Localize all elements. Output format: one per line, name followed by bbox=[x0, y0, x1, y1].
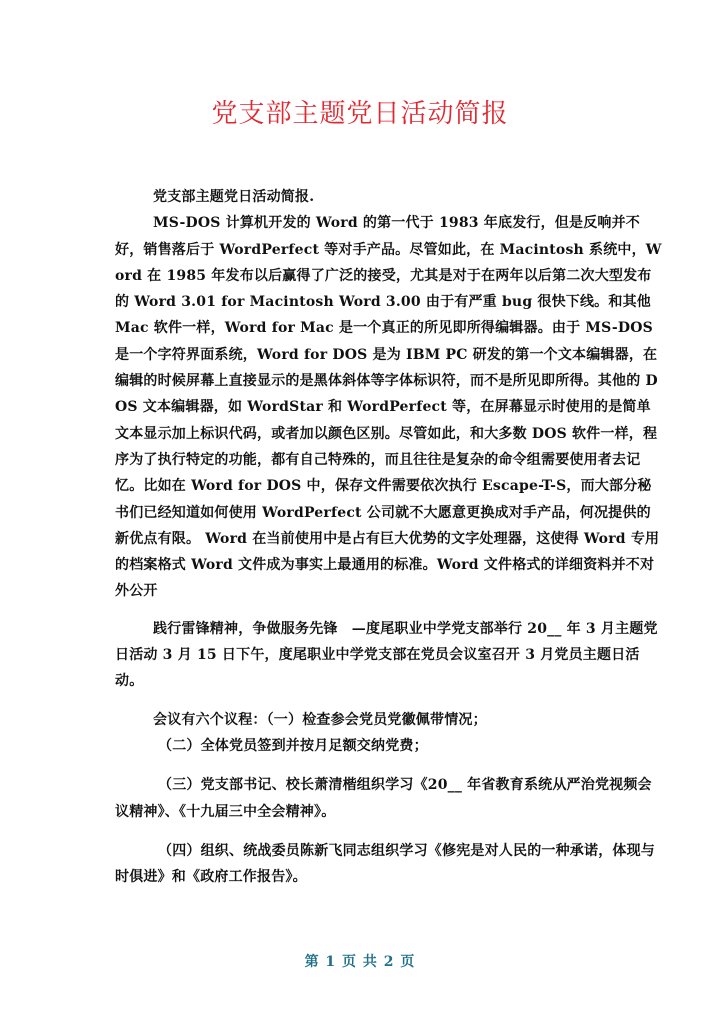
section-4-paragraph: （三）党支部书记、校长萧清楷组织学习《20__ 年省教育系统从严治党视频会议精神》、《十九届三中全会精神》。 bbox=[115, 777, 652, 820]
page-footer bbox=[0, 952, 720, 972]
section-2-paragraph: 会议有六个议程：（一）检查参会党员党徽佩带情况； bbox=[153, 711, 487, 728]
intro-heading: 党支部主题党日活动简报. bbox=[153, 189, 315, 205]
document-title: 党支部主题党日活动简报 bbox=[211, 99, 509, 129]
intro-paragraph: MS-DOS 计算机开发的 Word 的第一代于 1983 年底发行，但是反响并不好，销售落后于 WordPerfect 等对手产品。尽管如此，在 Macintosh 系统中，Word 在 1985 年发布以后赢得了广泛的接受，尤其是对于在两年以后第二次大型发布的 Word 3.01 for Macintosh Word 3.00 由于有严重 bug 很快下线。和其他 Mac 软件一样，Word for Mac 是一个真正的所见即所得编辑器。由于 MS-DOS 是一个字符界面系统，Word for DOS 是为 IBM PC 研发的第一个文本编辑器，在编辑的时候屏幕上直接显示的是黑体斜体等字体标识符，而不是所见即所得。其他的 DOS 文本编辑器，如 WordStar 和 WordPerfect 等，在屏幕显示时使用的是简单文本显示加上标识代码，或者加以颜色区别。尽管如此，和大多数 DOS 软件一样，程序为了执行特定的功能，都有自己特殊的，而且往往是复杂的命令组需要使用者去记忆。比如在 Word for DOS 中，保存文件需要依次执行 Escape-T-S，而大部分秘书们已经知道如何使用 WordPerfect 公司就不大愿意更换成对手产品，何况提供的新优点有限。 Word 在当前使用中是占有巨大优势的文字处理器，这使得 Word 专用的档案格式 Word 文件成为事实上最通用的标准。Word 文件格式的详细资料并不对外公开 bbox=[115, 215, 662, 600]
document-body bbox=[115, 184, 663, 890]
intro-block bbox=[115, 184, 663, 605]
section-3-paragraph: （二）全体党员签到并按月足额交纳党费； bbox=[158, 737, 428, 754]
section-5-paragraph: （四）组织、统战委员陈新飞同志组织学习《修宪是对人民的一种承诺，体现与时俱进》和《政府工作报告》。 bbox=[115, 842, 655, 886]
page-number-label: 第 1 页 共 2 页 bbox=[304, 954, 416, 970]
section-1-paragraph: 践行雷锋精神，争做服务先锋 —度尾职业中学党支部举行 20__ 年 3 月主题党日活动 3 月 15 日下午，度尾职业中学党支部在党员会议室召开 3 月党员主题日活动。 bbox=[115, 620, 658, 690]
